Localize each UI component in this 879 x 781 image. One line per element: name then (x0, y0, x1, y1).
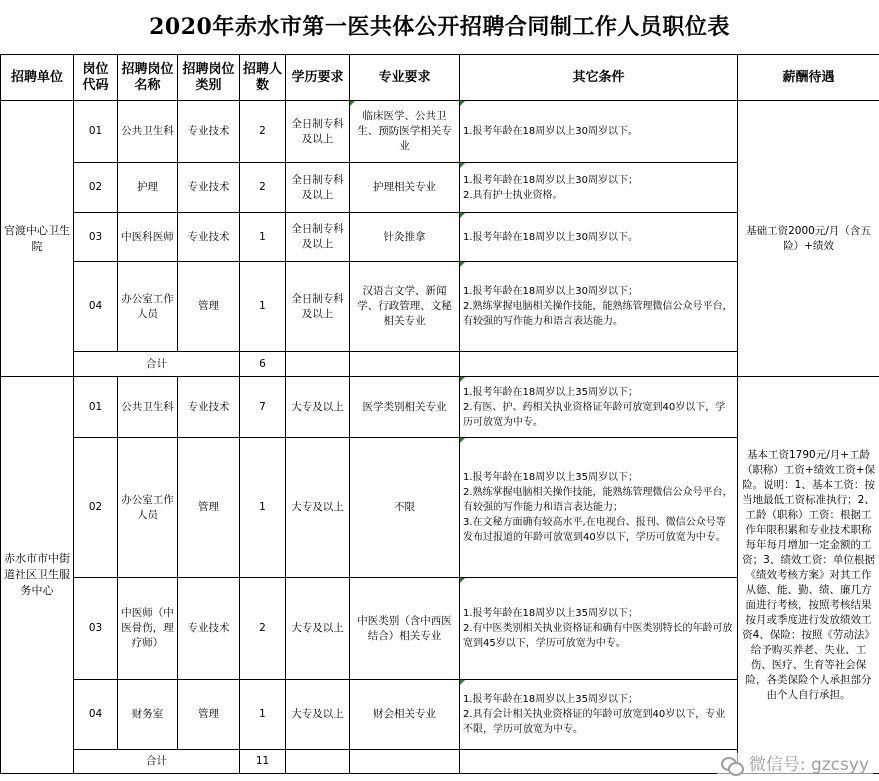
wechat-icon (721, 756, 743, 774)
header-category: 招聘岗位类别 (178, 55, 240, 101)
position-name: 办公室工作人员 (118, 438, 178, 578)
header-unit: 招聘单位 (1, 55, 74, 101)
position-other (460, 578, 738, 680)
position-category: 专业技术 (178, 101, 240, 163)
position-code: 01 (74, 101, 118, 163)
table-row (1, 101, 879, 163)
condition-line: 1.报考年龄在18周岁以上35周岁以下； (463, 608, 638, 619)
position-code: 04 (74, 262, 118, 352)
position-code: 01 (74, 377, 118, 438)
position-category: 管理 (178, 262, 240, 352)
position-count: 1 (240, 438, 286, 578)
condition-line: 2.有中医类别相关执业资格证和确有中医类别特长的年龄可放宽到45岁以下，学历可放宽为中专。 (463, 623, 733, 649)
position-category: 专业技术 (178, 163, 240, 213)
condition-line: 1.报考年龄在18周岁以上30周岁以下； (463, 286, 638, 297)
unit-name: 官渡中心卫生院 (1, 101, 74, 377)
position-major: 汉语言文学、新闻学、行政管理、文秘相关专业 (350, 262, 460, 352)
table-row (1, 377, 879, 438)
condition-line: 1.报考年龄在18周岁以上35周岁以下； (463, 694, 638, 705)
position-major: 医学类别相关专业 (350, 377, 460, 438)
total-label: 合计 (74, 750, 240, 774)
position-major: 财会相关专业 (350, 680, 460, 750)
position-major: 不限 (350, 438, 460, 578)
position-name: 公共卫生科 (118, 377, 178, 438)
condition-line: 1.报考年龄在18周岁以上30周岁以下。 (463, 231, 638, 243)
position-count: 1 (240, 213, 286, 262)
condition-line: 2.熟练掌握电脑相关操作技能，能熟练管理微信公众号平台，有较强的写作能力和语言表达能力； (463, 487, 733, 513)
position-other (460, 377, 738, 438)
position-name: 中医科医师 (118, 213, 178, 262)
condition-line: 2.具有护士执业资格。 (463, 189, 563, 201)
condition-line: 2.具有会计相关执业资格证的年龄可放宽到40岁以下，专业不限，学历可放宽为中专。 (463, 709, 726, 735)
position-name: 公共卫生科 (118, 101, 178, 163)
position-count: 1 (240, 680, 286, 750)
position-education: 大专及以上 (286, 680, 350, 750)
position-other (460, 262, 738, 352)
header-count: 招聘人数 (240, 55, 286, 101)
position-count: 1 (240, 262, 286, 352)
position-name: 财务室 (118, 680, 178, 750)
position-code: 04 (74, 680, 118, 750)
position-education: 大专及以上 (286, 377, 350, 438)
position-category: 专业技术 (178, 578, 240, 680)
position-code: 03 (74, 213, 118, 262)
unit-name: 赤水市市中街道社区卫生服务中心 (1, 377, 74, 774)
position-count: 2 (240, 163, 286, 213)
condition-line: 3.在文秘方面确有较高水平,在电视台、报刊、微信公众号等发布过报道的年龄可放宽到40岁以下，学历可放宽为中专。 (463, 517, 726, 543)
position-education: 全日制专科及以上 (286, 213, 350, 262)
salary: 基础工资2000元/月（含五险）+绩效 (738, 101, 879, 377)
position-count: 2 (240, 578, 286, 680)
position-code: 02 (74, 438, 118, 578)
position-other (460, 163, 738, 213)
page-title: 2020年赤水市第一医共体公开招聘合同制工作人员职位表 (149, 14, 730, 40)
watermark-text: 微信号: gzcsyy (748, 755, 869, 775)
condition-line: 2.有医、护、药相关执业资格证年龄可放宽到40岁以下，学历可放宽为中专。 (463, 401, 726, 428)
position-category: 管理 (178, 438, 240, 578)
header-row (1, 55, 879, 101)
position-major: 中医类别（含中西医结合）相关专业 (350, 578, 460, 680)
position-other (460, 438, 738, 578)
position-major: 护理相关专业 (350, 163, 460, 213)
position-major: 针灸推拿 (350, 213, 460, 262)
position-major: 临床医学、公共卫生、预防医学相关专业 (350, 101, 460, 163)
position-education: 全日制专科及以上 (286, 101, 350, 163)
condition-line: 1.报考年龄在18周岁以上35周岁以下； (463, 386, 638, 398)
total-count: 11 (240, 750, 286, 774)
position-education: 大专及以上 (286, 438, 350, 578)
condition-line: 1.报考年龄在18周岁以上30周岁以下。 (463, 126, 638, 137)
position-count: 7 (240, 377, 286, 438)
salary: 基本工资1790元/月+工龄（职称）工资+绩效工资+保险。说明：1、基本工资：按当地最低工资标准执行；2、工龄（职称）工资：根据工作年限积累和专业技术职称每年每月增加一定金额的工资；3、绩效工资：单位根据《绩效考核方案》对其工作从德、能、勤、绩、廉几方面进行考核，按照考核结果按月或季度进行发放绩效工资4、保险：按照《劳动法》给予购买养老、失业、工伤、医疗、生育等社会保险，各类保险个人承担部分由个人自行承担。 (738, 377, 879, 774)
position-category: 管理 (178, 680, 240, 750)
header-salary: 薪酬待遇 (738, 55, 879, 101)
total-count: 6 (240, 352, 286, 377)
position-count: 2 (240, 101, 286, 163)
condition-line: 1.报考年龄在18周岁以上35周岁以下； (463, 472, 638, 483)
position-other (460, 101, 738, 163)
header-name: 招聘岗位名称 (118, 55, 178, 101)
position-name: 办公室工作人员 (118, 262, 178, 352)
position-code: 02 (74, 163, 118, 213)
wechat-watermark (717, 753, 873, 777)
position-name: 中医师（中医骨伤，理疗师） (118, 578, 178, 680)
positions-table (0, 54, 879, 774)
position-other (460, 213, 738, 262)
header-code: 岗位代码 (74, 55, 118, 101)
condition-line: 1.报考年龄在18周岁以上30周岁以下； (463, 174, 638, 186)
position-education: 全日制专科及以上 (286, 163, 350, 213)
total-label: 合计 (74, 352, 240, 377)
header-major: 专业要求 (350, 55, 460, 101)
header-education: 学历要求 (286, 55, 350, 101)
position-category: 专业技术 (178, 377, 240, 438)
position-name: 护理 (118, 163, 178, 213)
position-education: 大专及以上 (286, 578, 350, 680)
position-code: 03 (74, 578, 118, 680)
condition-line: 2.熟练掌握电脑相关操作技能，能熟练管理微信公众号平台，有较强的写作能力和语言表达能力。 (463, 301, 733, 327)
position-category: 专业技术 (178, 213, 240, 262)
position-education: 全日制专科及以上 (286, 262, 350, 352)
header-other: 其它条件 (460, 55, 738, 101)
position-other (460, 680, 738, 750)
